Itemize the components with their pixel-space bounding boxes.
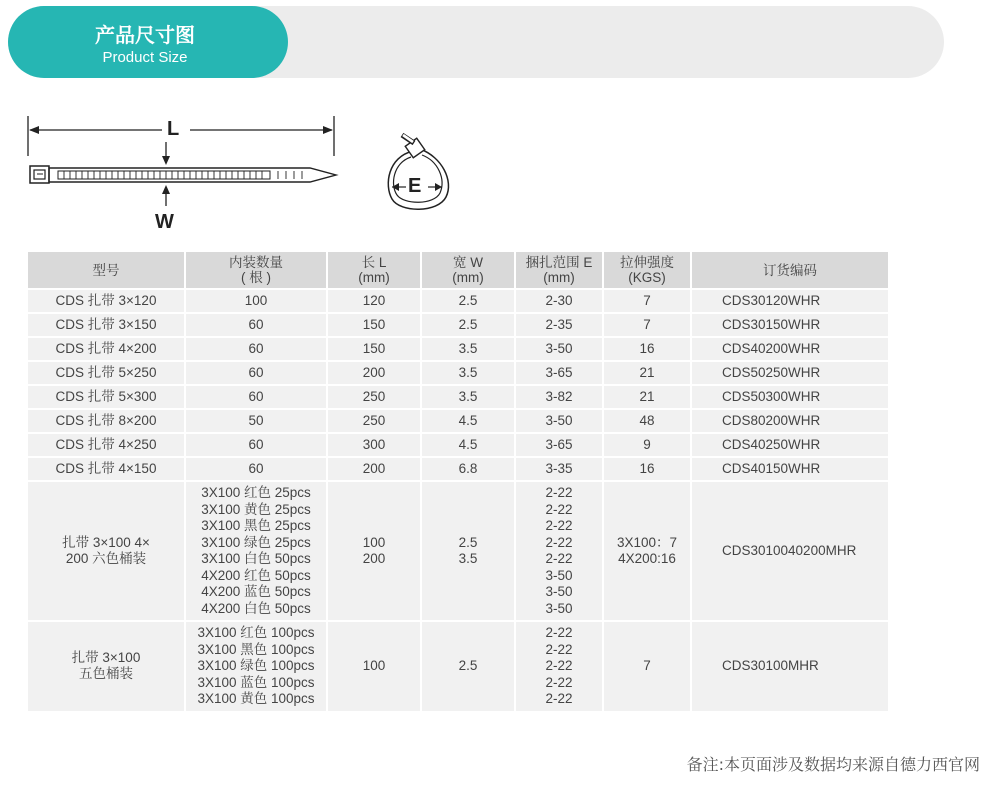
table-cell-model: CDS 扎带 4×200	[28, 338, 186, 362]
table-cell-qty: 100	[186, 290, 328, 314]
table-cell-line: 3X100 红色 25pcs	[201, 485, 311, 500]
table-cell-width: 2.5	[422, 290, 516, 314]
table-cell-line: 3X100 绿色 25pcs	[201, 534, 311, 550]
table-cell-line: 4X200 红色 50pcs	[201, 567, 311, 583]
table-cell-line: 3X100：7	[616, 534, 678, 550]
table-cell-line: 2.5	[458, 534, 478, 550]
table-cell-strength: 7	[604, 314, 692, 338]
table-cell-line: 3X100 蓝色 100pcs	[197, 674, 315, 690]
table-cell-code: CDS80200WHR	[692, 410, 888, 434]
table-cell-line: 2-22	[545, 625, 573, 640]
table-cell-code: CDS40200WHR	[692, 338, 888, 362]
table-cell-line: 3X100 红色 100pcs	[197, 625, 315, 640]
table-cell-line: 3X100 白色 50pcs	[201, 551, 311, 566]
column-header: 型号	[28, 252, 186, 290]
table-cell-strength: 16	[604, 458, 692, 482]
table-row	[28, 314, 888, 338]
table-cell-line: 200 六色桶装	[65, 551, 147, 566]
column-header: 捆扎范围 E (mm)	[516, 252, 604, 290]
cable-tie-drawing	[20, 110, 350, 240]
table-cell-line: 3X100 绿色 100pcs	[197, 658, 315, 673]
table-cell-width	[422, 622, 516, 713]
table-cell-code: CDS50300WHR	[692, 386, 888, 410]
table-cell-strength: 9	[604, 434, 692, 458]
table-cell-range: 3-65	[516, 362, 604, 386]
table-cell-qty	[186, 482, 328, 622]
table-cell-line: 2-22	[545, 691, 573, 706]
section-subtitle: Product Size	[102, 49, 188, 66]
table-cell-line: 3X100 黄色 25pcs	[201, 501, 311, 517]
table-cell-model: CDS 扎带 5×250	[28, 362, 186, 386]
table-cell-length: 250	[328, 410, 422, 434]
table-cell-line: 3X100 黑色 25pcs	[201, 518, 311, 533]
table-cell-code: CDS30100MHR	[692, 622, 888, 713]
table-cell-range: 3-82	[516, 386, 604, 410]
table-cell-strength: 48	[604, 410, 692, 434]
table-row-bundle	[28, 622, 888, 713]
table-cell-strength: 21	[604, 362, 692, 386]
table-cell-strength: 16	[604, 338, 692, 362]
length-label: L	[167, 118, 180, 140]
section-header-pill	[8, 6, 288, 78]
table-cell-width	[422, 482, 516, 622]
table-cell-length: 200	[328, 458, 422, 482]
table-cell-line: 2-22	[545, 551, 573, 566]
table-cell-width: 3.5	[422, 338, 516, 362]
table-cell-line: 3-50	[545, 567, 573, 583]
column-header: 内装数量 ( 根 )	[186, 252, 328, 290]
table-cell-line: 100	[362, 534, 386, 550]
table-cell-code: CDS50250WHR	[692, 362, 888, 386]
table-cell-line: 扎带 3×100	[71, 649, 141, 665]
table-cell-qty: 60	[186, 386, 328, 410]
table-cell-line: 3-50	[545, 584, 573, 599]
table-cell-qty: 60	[186, 338, 328, 362]
table-cell-range: 2-30	[516, 290, 604, 314]
table-cell-model	[28, 622, 186, 713]
table-cell-line: 3.5	[458, 551, 478, 566]
table-cell-line: 7	[643, 658, 651, 673]
table-row	[28, 386, 888, 410]
table-cell-strength: 21	[604, 386, 692, 410]
cable-tie-loop-drawing	[380, 125, 460, 215]
cable-tie-loop-diagram	[380, 125, 460, 219]
table-cell-line: 扎带 3×100 4×	[62, 534, 150, 550]
table-cell-range: 3-50	[516, 410, 604, 434]
table-cell-qty: 60	[186, 434, 328, 458]
table-cell-line: 2-22	[545, 534, 573, 550]
table-cell-line: 4X200:16	[618, 551, 676, 566]
table-cell-range: 3-50	[516, 338, 604, 362]
table-row	[28, 290, 888, 314]
table-cell-code: CDS30120WHR	[692, 290, 888, 314]
table-cell-line: 3X100 黄色 100pcs	[197, 691, 315, 706]
cable-tie-diagram	[20, 110, 350, 244]
column-header: 宽 W (mm)	[422, 252, 516, 290]
table-cell-line: 2-22	[545, 485, 573, 500]
loop-range-label: E	[408, 175, 422, 197]
table-cell-line: 2.5	[458, 658, 478, 673]
table-cell-qty	[186, 622, 328, 713]
table-cell-line: 2-22	[545, 518, 573, 533]
table-row	[28, 434, 888, 458]
table-cell-model	[28, 482, 186, 622]
table-cell-model: CDS 扎带 5×300	[28, 386, 186, 410]
table-cell-qty: 60	[186, 458, 328, 482]
table-cell-length: 120	[328, 290, 422, 314]
table-cell-strength	[604, 622, 692, 713]
footnote: 备注:本页面涉及数据均来源自德力西官网	[686, 755, 980, 774]
table-cell-line: 4X200 蓝色 50pcs	[201, 584, 311, 599]
table-row-bundle	[28, 482, 888, 622]
table-cell-range	[516, 622, 604, 713]
table-cell-width: 6.8	[422, 458, 516, 482]
table-row	[28, 362, 888, 386]
table-cell-line: 100	[362, 658, 386, 673]
table-cell-length: 300	[328, 434, 422, 458]
table-cell-line: 3-50	[545, 600, 573, 616]
table-cell-width: 3.5	[422, 362, 516, 386]
table-cell-model: CDS 扎带 4×250	[28, 434, 186, 458]
table-cell-model: CDS 扎带 8×200	[28, 410, 186, 434]
table-row	[28, 458, 888, 482]
table-cell-range: 3-65	[516, 434, 604, 458]
table-cell-length: 150	[328, 314, 422, 338]
width-label: W	[155, 211, 174, 233]
product-size-table	[28, 252, 888, 713]
table-cell-range: 3-35	[516, 458, 604, 482]
column-header: 订货编码	[692, 252, 888, 290]
column-header: 长 L (mm)	[328, 252, 422, 290]
table-cell-model: CDS 扎带 3×150	[28, 314, 186, 338]
table-cell-qty: 60	[186, 362, 328, 386]
table-cell-line: 五色桶装	[79, 666, 133, 682]
table-cell-line: 2-22	[545, 658, 573, 673]
table-cell-length	[328, 482, 422, 622]
table-row	[28, 410, 888, 434]
table-cell-qty: 60	[186, 314, 328, 338]
table-cell-width: 4.5	[422, 410, 516, 434]
table-cell-qty: 50	[186, 410, 328, 434]
table-cell-model: CDS 扎带 3×120	[28, 290, 186, 314]
table-cell-width: 3.5	[422, 386, 516, 410]
table-cell-model: CDS 扎带 4×150	[28, 458, 186, 482]
table-cell-code: CDS30150WHR	[692, 314, 888, 338]
table-cell-code: CDS3010040200MHR	[692, 482, 888, 622]
table-cell-strength: 7	[604, 290, 692, 314]
table-cell-length: 150	[328, 338, 422, 362]
column-header: 拉伸强度 (KGS)	[604, 252, 692, 290]
table-cell-line: 2-22	[545, 674, 573, 690]
table-cell-code: CDS40250WHR	[692, 434, 888, 458]
table-cell-line: 2-22	[545, 641, 573, 657]
table-cell-line: 200	[362, 551, 386, 566]
table-cell-range	[516, 482, 604, 622]
table-cell-length	[328, 622, 422, 713]
table-header-row	[28, 252, 888, 290]
table-cell-line: 2-22	[545, 501, 573, 517]
table-cell-width: 4.5	[422, 434, 516, 458]
table-cell-strength	[604, 482, 692, 622]
table-cell-range: 2-35	[516, 314, 604, 338]
table-cell-line: 4X200 白色 50pcs	[201, 600, 311, 616]
table-row	[28, 338, 888, 362]
table-cell-line: 3X100 黑色 100pcs	[197, 641, 315, 657]
table-cell-length: 200	[328, 362, 422, 386]
table-cell-width: 2.5	[422, 314, 516, 338]
section-title: 产品尺寸图	[95, 23, 195, 47]
table-cell-length: 250	[328, 386, 422, 410]
table-cell-code: CDS40150WHR	[692, 458, 888, 482]
